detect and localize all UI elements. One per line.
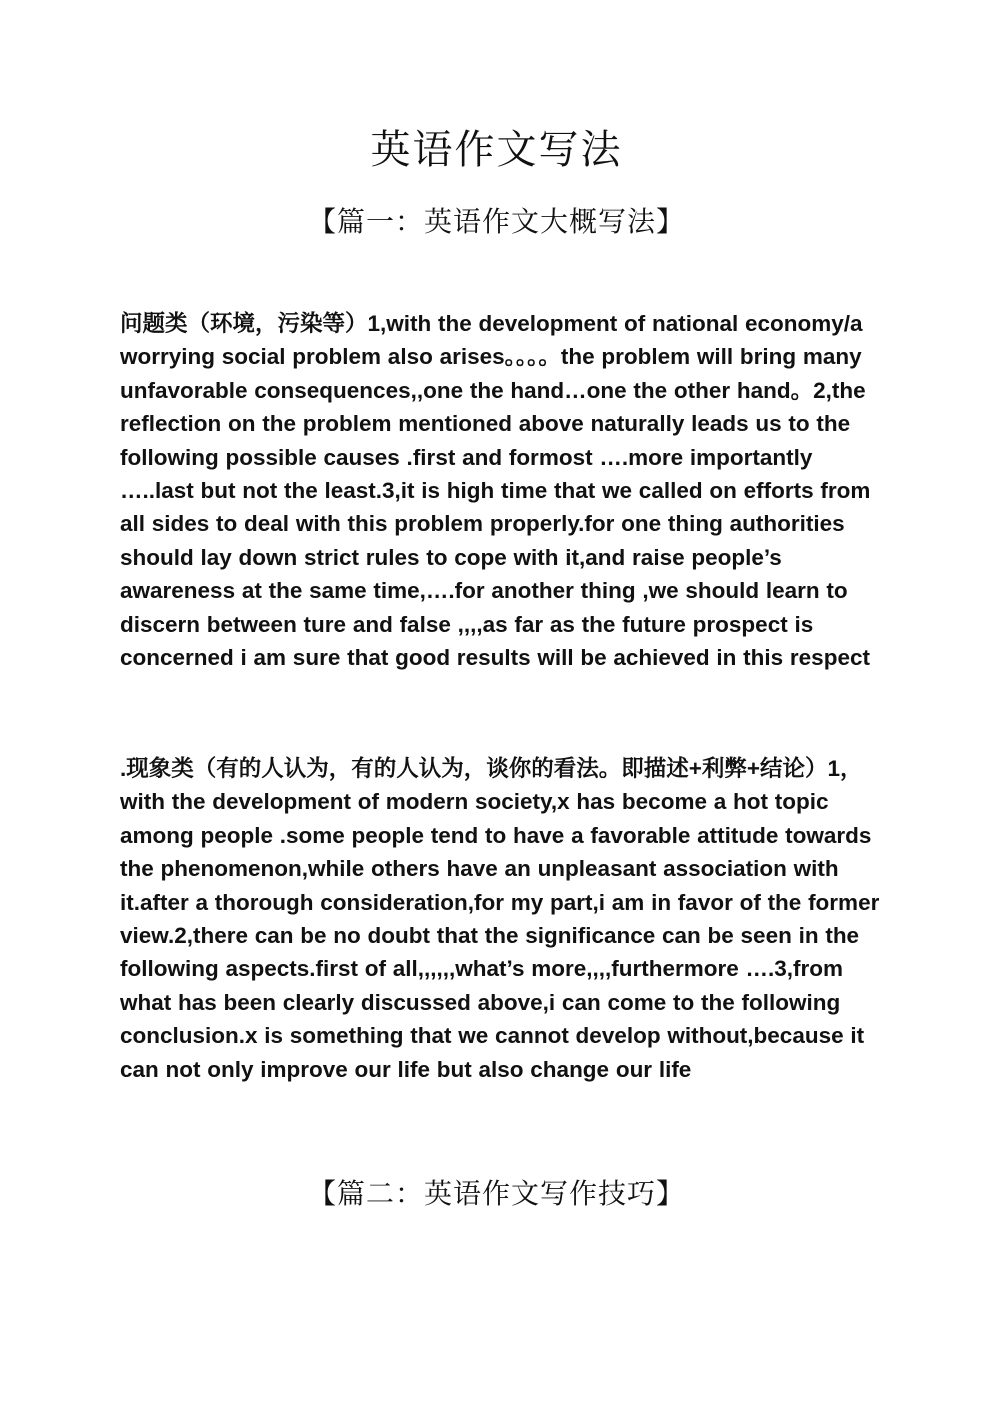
section-heading-2: 【篇二：英语作文写作技巧】 bbox=[307, 1177, 685, 1210]
section-heading-1: 【篇一：英语作文大概写法】 bbox=[307, 205, 685, 238]
body-paragraph-problem-type: 问题类（环境，污染等）1,with the development of national economy/a worrying social problem also arises。。。。the problem will bring many unfavorable consequences,,one the hand…one the other hand。2,the reflection on the problem mentioned above naturally leads us to the following possible causes .first and formost ….more importantly …..last but not the least.3,it is high time that we called on efforts from all sides to deal with this problem properly.for one thing authorities should lay down strict rules to cope with it,and raise people’s awareness at the same time,….for another thing ,we should learn to discern between ture and false ,,,,as far as the future prospect is concerned i am sure that good results will be achieved in this respect bbox=[120, 311, 871, 671]
document-title: 英语作文写法 bbox=[370, 127, 623, 173]
body-paragraph-phenomenon-type: .现象类（有的人认为，有的人认为，谈你的看法。即描述+利弊+结论）1，with the development of modern society,x has become a hot topic among people .some people tend to have a favorable attitude towards the phenomenon,while others have an unpleasant association with it.after a thorough consideration,for my part,i am in favor of the former view.2,there can be no doubt that the significance can be seen in the following aspects.first of all,,,,,,what’s more,,,,furthermore ….3,from what has been clearly discussed above,i can come to the following conclusion.x is something that we cannot develop without,because it can not only improve our life but also change our life bbox=[120, 756, 880, 1082]
